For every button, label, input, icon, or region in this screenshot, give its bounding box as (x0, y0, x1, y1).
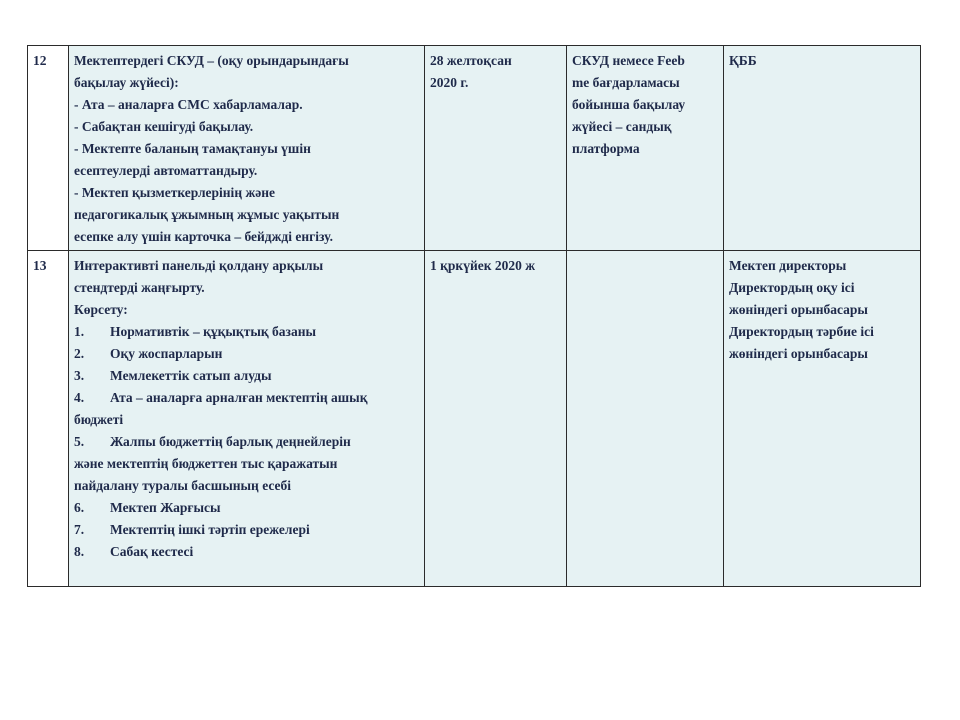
method-line: жүйесі – сандық (572, 119, 672, 134)
method-line: me бағдарламасы (572, 75, 680, 90)
row-number: 12 (33, 53, 47, 68)
list-item: 4. Ата – аналарға арналған мектептің ашық (74, 390, 368, 405)
content-line: Көрсету: (74, 302, 128, 317)
content-line: - Мектеп қызметкерлерінің және (74, 185, 276, 200)
content-line: - Сабақтан кешігуді бақылау. (74, 119, 254, 134)
row-number-cell (28, 251, 69, 587)
list-item: 6. Мектеп Жарғысы (74, 500, 221, 515)
responsible-line: ҚББ (729, 53, 757, 68)
responsible-cell (724, 251, 921, 587)
responsible-line: жөніндегі орынбасары (729, 302, 868, 317)
list-item: 3. Мемлекеттік сатып алуды (74, 368, 272, 383)
responsible-line: жөніндегі орынбасары (729, 346, 868, 361)
content-line: - Мектепте баланың тамақтануы үшін (74, 141, 311, 156)
content-line: Интерактивті панельді қолдану арқылы (74, 258, 324, 273)
responsible-line: Мектеп директоры (729, 258, 847, 273)
method-cell (567, 251, 724, 587)
responsible-cell (724, 46, 921, 251)
list-item: 7. Мектептің ішкі тәртіп ережелері (74, 522, 310, 537)
method-line: бойынша бақылау (572, 97, 686, 112)
table-row (28, 46, 921, 251)
responsible-line: Директордың оқу ісі (729, 280, 855, 295)
list-item: 5. Жалпы бюджеттің барлық деңнейлерін (74, 434, 351, 449)
method-line: СКУД немесе Feeb (572, 53, 685, 68)
list-item-continuation: және мектептің бюджеттен тыс қаражатын (74, 456, 338, 471)
table-row (28, 251, 921, 587)
content-line: есептеулерді автоматтандыру. (74, 163, 258, 178)
date-line: 2020 г. (430, 75, 469, 90)
content-line: бақылау жүйесі): (74, 75, 179, 90)
date-line: 1 қркүйек 2020 ж (430, 258, 536, 273)
content-cell (69, 251, 425, 587)
content-line: стендтерді жаңғырту. (74, 280, 205, 295)
responsible-line: Директордың тәрбие ісі (729, 324, 874, 339)
content-line: Мектептердегі СКУД – (оқу орындарындағы (74, 53, 349, 68)
plan-table (27, 45, 921, 587)
content-line: педагогикалық ұжымның жұмыс уақытын (74, 207, 340, 222)
list-item: 2. Оқу жоспарларын (74, 346, 223, 361)
content-line: - Ата – аналарға СМС хабарламалар. (74, 97, 303, 112)
date-cell (425, 46, 567, 251)
list-item-continuation: пайдалану туралы басшының есебі (74, 478, 292, 493)
row-number-cell (28, 46, 69, 251)
content-line: есепке алу үшін карточка – бейджді енгізу. (74, 229, 333, 244)
list-item-continuation: бюджеті (74, 412, 124, 427)
method-cell (567, 46, 724, 251)
list-item: 1. Нормативтік – құқықтық базаны (74, 324, 317, 339)
content-cell (69, 46, 425, 251)
date-line: 28 желтоқсан (430, 53, 512, 68)
method-line: платформа (572, 141, 640, 156)
row-number: 13 (33, 258, 47, 273)
list-item: 8. Сабақ кестесі (74, 544, 194, 559)
date-cell (425, 251, 567, 587)
